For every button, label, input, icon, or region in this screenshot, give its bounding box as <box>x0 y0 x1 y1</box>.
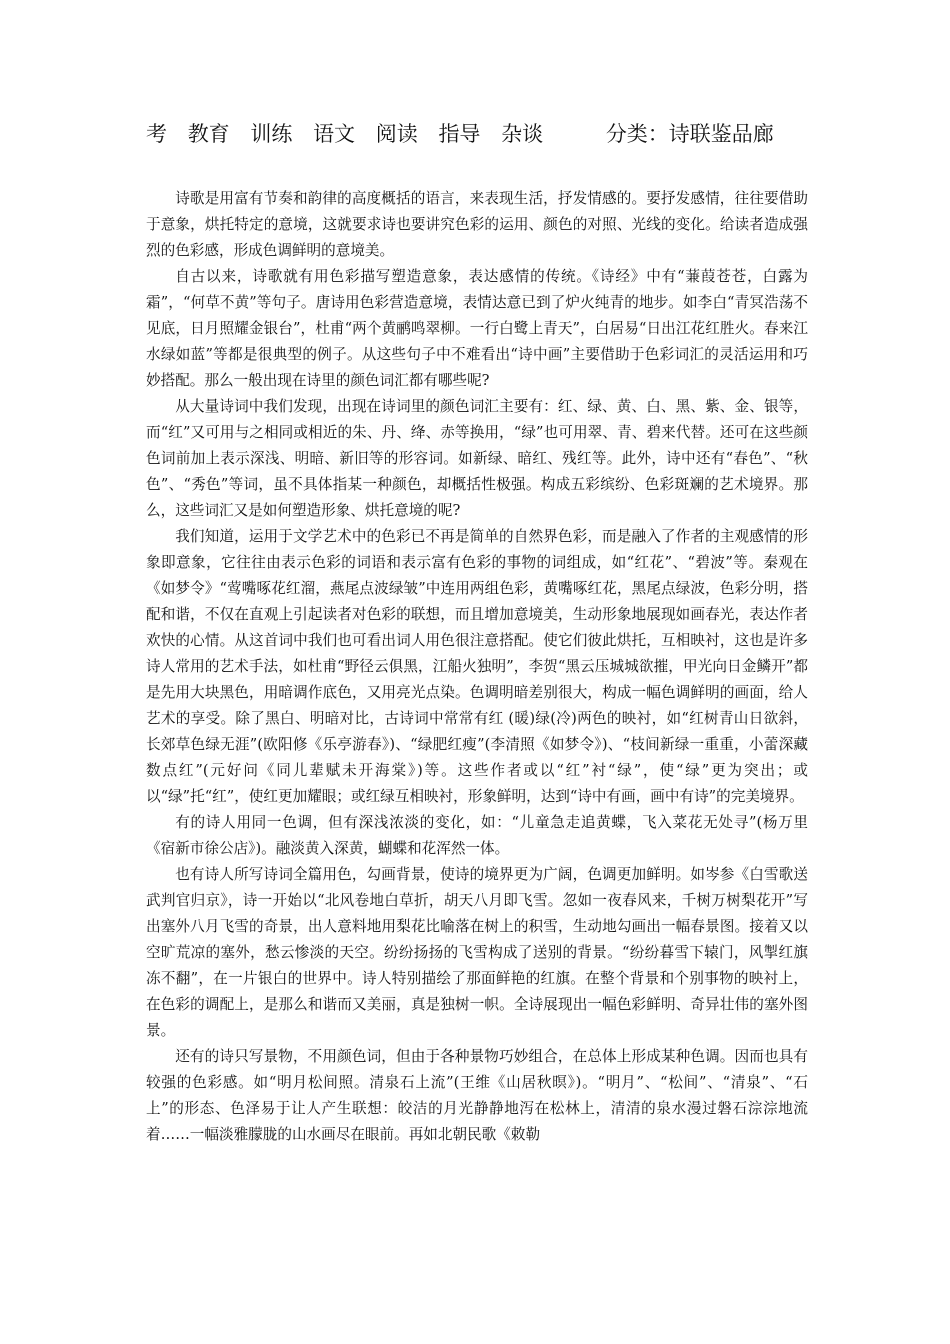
header-classification: 分类：诗联鉴品廊 <box>605 122 774 146</box>
header-category: 考 <box>146 122 167 146</box>
article-paragraph: 我们知道，运用于文学艺术中的色彩已不再是简单的自然界色彩，而是融入了作者的主观感情的形象即意象，它往往由表示色彩的词语和表示富有色彩的事物的词组成，如“红花”、“碧波”等。秦观在《如梦令》“莺嘴啄花红溜，燕尾点波绿皱”中连用两组色彩，黄嘴啄红花，黑尾点绿波，色彩分明，搭配和谐，不仅在直观上引起读者对色彩的联想，而且增加意境美，生动形象地展现如画春光，表达作者欢快的心情。从这首词中我们也可看出词人用色很注意搭配。使它们彼此烘托，互相映衬，这也是许多诗人常用的艺术手法，如杜甫“野径云俱黑，江船火独明”，李贺“黑云压城城欲摧，甲光向日金鳞开”都是先用大块黑色，用暗调作底色，又用亮光点染。色调明暗差别很大，构成一幅色调鲜明的画面，给人艺术的享受。除了黑白、明暗对比，古诗词中常常有红 (暖)绿(冷)两色的映衬，如“红树青山日欲斜，长郊草色绿无涯”(欧阳修《乐亭游春》)、“绿肥红瘦”(李清照《如梦令》)、“枝间新绿一重重，小蕾深藏数点红”(元好问《同儿辈赋未开海棠》)等。这些作者或以“红”衬“绿”，使“绿”更为突出；或以“绿”托“红”，使红更加耀眼；或红绿互相映衬，形象鲜明，达到“诗中有画，画中有诗”的完美境界。 <box>146 528 808 805</box>
article-paragraph: 从大量诗词中我们发现，出现在诗词里的颜色词汇主要有：红、绿、黄、白、黑、紫、金、银等，而“红”又可用与之相同或相近的朱、丹、绛、赤等换用，“绿”也可用翠、青、碧来代替。还可在这些颜色词前加上表示深浅、明暗、新旧等的形容词。如新绿、暗红、残红等。此外，诗中还有“春色”、“秋色”、“秀色”等词，虽不具体指某一种颜色，却概括性极强。构成五彩缤纷、色彩斑斓的艺术境界。那么，这些词汇又是如何塑造形象、烘托意境的呢? <box>146 398 808 519</box>
article-body <box>146 186 808 1148</box>
header-category: 杂谈 <box>501 122 544 146</box>
page-header <box>146 118 846 158</box>
header-category: 阅读 <box>375 122 418 146</box>
article-paragraph: 诗歌是用富有节奏和韵律的高度概括的语言，来表现生活，抒发情感的。要抒发感情，往往要借助于意象，烘托特定的意境，这就要求诗也要讲究色彩的运用、颜色的对照、光线的变化。给读者造成强烈的色彩感，形成色调鲜明的意境美。 <box>146 190 808 259</box>
header-category: 教育 <box>187 122 230 146</box>
header-category: 语文 <box>313 122 356 146</box>
article-paragraph: 也有诗人所写诗词全篇用色，勾画背景，使诗的境界更为广阔，色调更加鲜明。如岑参《白雪歌送武判官归京》，诗一开始以“北风卷地白草折，胡天八月即飞雪。忽如一夜春风来，千树万树梨花开”写出塞外八月飞雪的奇景，出人意料地用梨花比喻落在树上的积雪，生动地勾画出一幅春景图。接着又以空旷荒凉的塞外，愁云惨淡的天空。纷纷扬扬的飞雪构成了送别的背景。“纷纷暮雪下辕门，风掣红旗冻不翻”，在一片银白的世界中。诗人特别描绘了那面鲜艳的红旗。在整个背景和个别事物的映衬上，在色彩的调配上，是那么和谐而又美丽，真是独树一帜。全诗展现出一幅色彩鲜明、奇异壮伟的塞外图景。 <box>146 866 808 1039</box>
header-category: 指导 <box>438 122 481 146</box>
article-paragraph: 自古以来，诗歌就有用色彩描写塑造意象，表达感情的传统。《诗经》中有“蒹葭苍苍，白露为霜”，“何草不黄”等句子。唐诗用色彩营造意境，表情达意已到了炉火纯青的地步。如李白“青冥浩荡不见底，日月照耀金银台”，杜甫“两个黄鹂鸣翠柳。一行白鹭上青天”，白居易“日出江花红胜火。春来江水绿如蓝”等都是很典型的例子。从这些句子中不难看出“诗中画”主要借助于色彩词汇的灵活运用和巧妙搭配。那么一般出现在诗里的颜色词汇都有哪些呢? <box>146 268 808 389</box>
article-paragraph: 有的诗人用同一色调，但有深浅浓淡的变化，如：“儿童急走追黄蝶，飞入菜花无处寻”(杨万里《宿新市徐公店》)。融淡黄入深黄，蝴蝶和花浑然一体。 <box>146 814 808 857</box>
article-paragraph: 还有的诗只写景物，不用颜色词，但由于各种景物巧妙组合，在总体上形成某种色调。因而也具有较强的色彩感。如“明月松间照。清泉石上流”(王维《山居秋暝》)。“明月”、“松间”、“清泉”、“石上”的形态、色泽易于让人产生联想：皎洁的月光静静地泻在松林上，清清的泉水漫过磐石淙淙地流着……一幅淡雅朦胧的山水画尽在眼前。再如北朝民歌《敕勒 <box>146 1048 808 1143</box>
header-category: 训练 <box>250 122 293 146</box>
